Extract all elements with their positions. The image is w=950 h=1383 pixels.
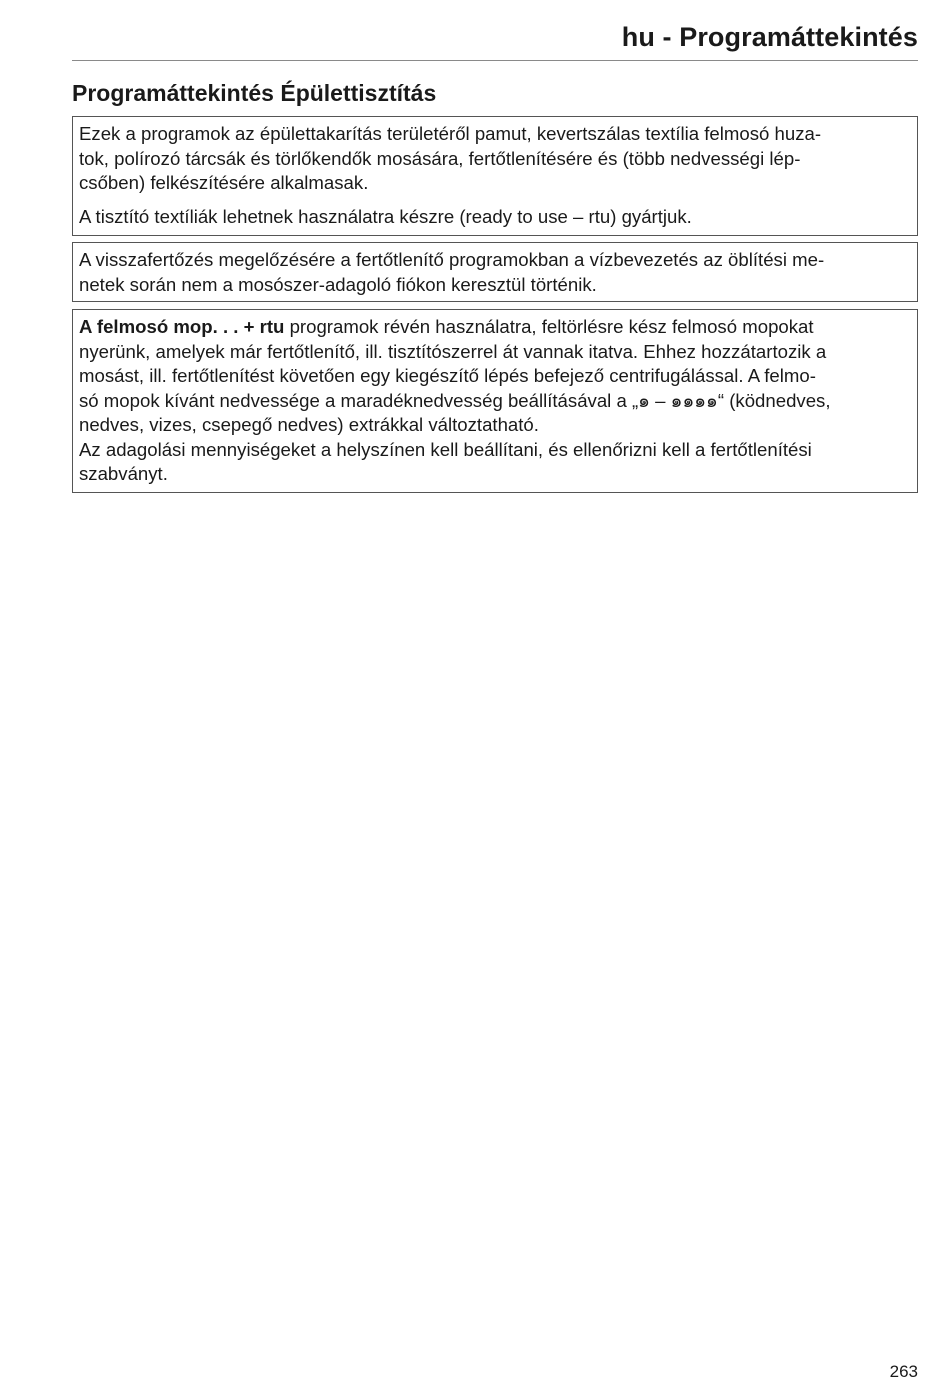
page-number: 263 <box>889 1362 918 1381</box>
text-line: Az adagolási mennyiségeket a helyszínen kell beállítani, és ellenőrizni kell a fertőtlenítési <box>79 438 812 460</box>
dosage-paragraph <box>79 438 911 487</box>
mop-program-name: A felmosó mop. . . + rtu <box>79 316 285 337</box>
overview-paragraph <box>79 122 911 196</box>
reinfection-paragraph <box>79 248 911 297</box>
text-line: csőben) felkészítésére alkalmasak. <box>79 172 369 193</box>
text-line: Ezek a programok az épülettakarítás területéről pamut, kevertszálas textília felmosó huza- <box>79 123 822 144</box>
text-line: A visszafertőzés megelőzésére a fertőtlenítő programokban a vízbevezetés az öblítési me- <box>79 249 825 270</box>
page-header-title: hu - Programáttekintés <box>621 22 918 52</box>
text-line: nedves, vizes, csepegő nedves) extrákkal változtatható. <box>79 414 539 435</box>
header-divider <box>72 60 918 61</box>
info-box-reinfection <box>72 242 918 302</box>
mop-paragraph <box>79 315 911 438</box>
text-line: nyerünk, amelyek már fertőtlenítő, ill. tisztítószerrel át vannak itatva. Ehhez hozzátartozik a <box>79 340 827 362</box>
section-title: Programáttekintés Épülettisztítás <box>72 80 437 106</box>
text-line: programok révén használatra, feltörlésre kész felmosó mopokat <box>284 316 814 337</box>
text-line: szabványt. <box>79 463 168 484</box>
rtu-paragraph: A tisztító textíliák lehetnek használatra készre (ready to use – rtu) gyártjuk. <box>79 205 692 227</box>
text-line: mosást, ill. fertőtlenítést követően egy kiegészítő lépés befejező centrifugálással. A felmo- <box>79 365 816 386</box>
text-line: netek során nem a mosószer-adagoló fiókon keresztül történik. <box>79 273 597 295</box>
text-line: só mopok kívánt nedvessége a maradéknedvesség beállításával a „๑ – ๑๑๑๑“ (ködnedves, <box>79 389 831 411</box>
text-line: tok, polírozó tárcsák és törlőkendők mosására, fertőtlenítésére és (több nedvességi lép- <box>79 147 801 169</box>
info-box-mop-rtu <box>72 309 918 493</box>
info-box-overview <box>72 116 918 236</box>
